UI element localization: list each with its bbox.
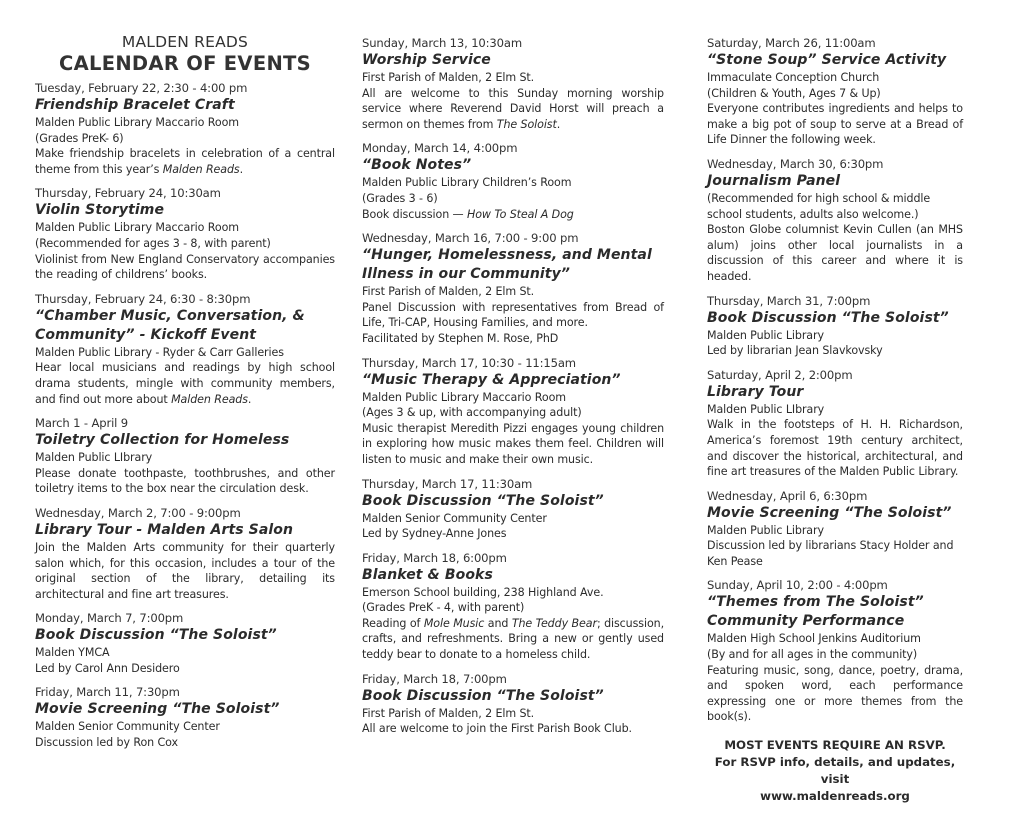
event-date: Wednesday, April 6, 6:30pm bbox=[707, 488, 868, 503]
rsvp-notice: MOST EVENTS REQUIRE AN RSVP. bbox=[724, 738, 946, 753]
event-title: “Book Notes” bbox=[362, 157, 472, 174]
event-date: Thursday, March 17, 11:30am bbox=[362, 476, 533, 491]
description-text: Boston Globe columnist Kevin Cullen (an MHS alum) joins other local journalists in a discussion of this career and where it is headed. bbox=[707, 223, 963, 283]
event-description bbox=[707, 417, 963, 479]
event-detail: Malden Public Library Maccario Room bbox=[35, 221, 239, 235]
description-text: Everyone contributes ingredients and helps to make a big pot of soup to serve at a Bread of Life Dinner the following week. bbox=[707, 102, 963, 147]
event-detail: Malden Public Library Maccario Room bbox=[362, 390, 566, 404]
rsvp-footer bbox=[707, 737, 963, 805]
event-title: “Chamber Music, Conversation, & Community” - Kickoff Event bbox=[35, 307, 305, 343]
event-item bbox=[35, 185, 335, 282]
event-title: Movie Screening “The Soloist” bbox=[707, 504, 952, 521]
event-date: March 1 - April 9 bbox=[35, 416, 128, 431]
event-title: Journalism Panel bbox=[707, 172, 841, 189]
event-description bbox=[35, 466, 335, 497]
event-detail: (Ages 3 & up, with accompanying adult) bbox=[362, 406, 582, 420]
event-item bbox=[362, 140, 664, 222]
event-title: “Themes from The Soloist” Community Performance bbox=[707, 594, 924, 630]
event-title: Book Discussion “The Soloist” bbox=[707, 309, 949, 326]
column-3 bbox=[707, 0, 963, 805]
event-date: Saturday, March 26, 11:00am bbox=[707, 36, 876, 50]
description-text: Please donate toothpaste, toothbrushes, and other toiletry items to the box near the circulation desk. bbox=[35, 466, 335, 496]
rsvp-info: For RSVP info, details, and updates, visit bbox=[714, 755, 956, 787]
event-item bbox=[707, 488, 963, 570]
event-item bbox=[362, 355, 664, 468]
event-detail: Facilitated by Stephen M. Rose, PhD bbox=[362, 331, 559, 345]
event-title: Book Discussion “The Soloist” bbox=[362, 687, 604, 704]
description-text: Music therapist Meredith Pizzi engages young children in exploring how music makes them feel. Children will listen to music and make their own music. bbox=[362, 421, 664, 466]
event-detail: First Parish of Malden, 2 Elm St. bbox=[362, 71, 535, 84]
event-item bbox=[362, 476, 664, 542]
event-date: Monday, March 7, 7:00pm bbox=[35, 611, 184, 626]
event-item bbox=[35, 505, 335, 602]
description-text: . bbox=[556, 117, 561, 131]
event-date: Friday, March 18, 6:00pm bbox=[362, 550, 507, 565]
column-1 bbox=[35, 0, 335, 759]
event-detail: Malden Public Library bbox=[707, 328, 824, 342]
event-detail: Led by Sydney-Anne Jones bbox=[362, 527, 507, 541]
event-description bbox=[362, 616, 664, 663]
event-date: Friday, March 18, 7:00pm bbox=[362, 671, 507, 686]
description-text: Book discussion — bbox=[362, 207, 467, 221]
event-title: Book Discussion “The Soloist” bbox=[35, 627, 277, 644]
event-detail: Malden Public Library - Ryder & Carr Galleries bbox=[35, 345, 284, 359]
event-detail: (Grades 3 - 6) bbox=[362, 191, 438, 205]
event-detail: Discussion led by Ron Cox bbox=[35, 736, 178, 750]
event-detail: Malden Public Library bbox=[707, 523, 824, 537]
header-program-name: MALDEN READS bbox=[121, 33, 249, 51]
description-text: Make friendship bracelets in celebration of a central theme from this year’s bbox=[35, 147, 335, 176]
description-text: ; discussion, crafts, and refreshments. Bring a new or gently used teddy bear to donate to a homeless child. bbox=[362, 616, 664, 662]
event-title: Library Tour - Malden Arts Salon bbox=[35, 521, 294, 538]
description-text: Hear local musicians and readings by high school drama students, mingle with community members, and find out more about bbox=[35, 361, 335, 406]
event-description bbox=[35, 540, 335, 602]
event-description bbox=[362, 207, 664, 223]
description-text: All are welcome to this Sunday morning worship service where Reverend David Horst will preach a sermon on themes from bbox=[362, 86, 664, 131]
event-item bbox=[707, 293, 963, 359]
event-item bbox=[362, 230, 664, 346]
event-detail: Malden High School Jenkins Auditorium bbox=[707, 632, 921, 646]
event-description bbox=[362, 300, 664, 331]
description-text: Featuring music, song, dance, poetry, drama, and spoken word, each performance expressing one or more themes from the book(s). bbox=[707, 663, 963, 724]
event-date: Thursday, February 24, 6:30 - 8:30pm bbox=[35, 291, 251, 306]
event-detail: Malden Senior Community Center bbox=[362, 511, 547, 525]
event-title: Movie Screening “The Soloist” bbox=[35, 701, 280, 718]
event-detail: (Recommended for ages 3 - 8, with parent) bbox=[35, 236, 271, 250]
italic-title-text: Malden Reads bbox=[162, 162, 240, 176]
description-text: . bbox=[239, 162, 244, 176]
event-item bbox=[707, 577, 963, 725]
event-detail: First Parish of Malden, 2 Elm St. bbox=[362, 706, 535, 720]
description-text: Walk in the footsteps of H. H. Richardson, America’s foremost 19th century architect, and discover the historical, architectural, and fine art treasures of the Malden Public Library. bbox=[707, 418, 963, 479]
event-item bbox=[35, 415, 335, 497]
event-date: Saturday, April 2, 2:00pm bbox=[707, 367, 853, 382]
event-description bbox=[362, 86, 664, 133]
description-text: Violinist from New England Conservatory accompanies the reading of childrens’ books. bbox=[35, 252, 335, 282]
description-text: Panel Discussion with representatives from Bread of Life, Tri-CAP, Housing Families, and more. bbox=[362, 300, 664, 330]
event-detail: Malden Senior Community Center bbox=[35, 720, 220, 734]
calendar-header bbox=[35, 33, 335, 76]
event-item bbox=[35, 684, 335, 750]
event-description bbox=[707, 222, 963, 284]
column-2 bbox=[362, 0, 664, 745]
event-detail: Led by librarian Jean Slavkovsky bbox=[707, 344, 883, 358]
event-item bbox=[362, 550, 664, 663]
event-date: Sunday, March 13, 10:30am bbox=[362, 36, 522, 50]
event-item bbox=[707, 367, 963, 480]
event-detail: (Children & Youth, Ages 7 & Up) bbox=[707, 86, 881, 100]
event-item bbox=[707, 156, 963, 285]
event-description bbox=[707, 663, 963, 725]
description-text: and bbox=[484, 616, 512, 630]
italic-title-text: How To Steal A Dog bbox=[466, 207, 574, 221]
event-title: Blanket & Books bbox=[362, 566, 493, 583]
event-detail: (By and for all ages in the community) bbox=[707, 648, 918, 662]
event-title: Worship Service bbox=[362, 52, 491, 68]
event-detail: Malden Public Library Children’s Room bbox=[362, 176, 572, 190]
event-date: Tuesday, February 22, 2:30 - 4:00 pm bbox=[35, 81, 248, 95]
event-item bbox=[707, 35, 963, 148]
event-title: “Stone Soup” Service Activity bbox=[707, 52, 947, 68]
event-description bbox=[35, 146, 335, 177]
event-date: Thursday, February 24, 10:30am bbox=[35, 186, 221, 201]
italic-title-text: Malden Reads bbox=[171, 392, 248, 406]
event-description bbox=[362, 421, 664, 468]
event-item bbox=[362, 35, 664, 132]
event-detail: Emerson School building, 238 Highland Ave. bbox=[362, 585, 604, 599]
event-date: Monday, March 14, 4:00pm bbox=[362, 141, 518, 156]
event-description bbox=[35, 252, 335, 283]
header-title: CALENDAR OF EVENTS bbox=[58, 52, 312, 75]
italic-title-text: Mole Music bbox=[423, 616, 485, 630]
event-title: Book Discussion “The Soloist” bbox=[362, 492, 604, 509]
event-detail: (Grades PreK - 4, with parent) bbox=[362, 601, 525, 615]
event-description bbox=[35, 360, 335, 407]
event-detail: All are welcome to join the First Parish Book Club. bbox=[362, 722, 632, 736]
italic-title-text: The Teddy Bear bbox=[511, 616, 597, 630]
event-title: “Hunger, Homelessness, and Mental Illness in our Community” bbox=[362, 247, 652, 283]
event-date: Wednesday, March 30, 6:30pm bbox=[707, 156, 884, 171]
event-description bbox=[707, 101, 963, 148]
event-detail: Immaculate Conception Church bbox=[707, 71, 880, 84]
description-text: Reading of bbox=[362, 616, 424, 630]
event-date: Wednesday, March 2, 7:00 - 9:00pm bbox=[35, 505, 241, 520]
event-title: Violin Storytime bbox=[35, 202, 165, 219]
event-detail: Malden Public LIbrary bbox=[35, 451, 153, 465]
event-detail: Discussion led by librarians Stacy Holder and Ken Pease bbox=[707, 539, 954, 568]
event-date: Thursday, March 17, 10:30 - 11:15am bbox=[362, 355, 576, 370]
event-detail: (Grades PreK- 6) bbox=[35, 131, 124, 145]
event-title: Toiletry Collection for Homeless bbox=[35, 432, 290, 449]
event-detail: Malden Public LIbrary bbox=[707, 402, 825, 416]
event-title: Library Tour bbox=[707, 383, 804, 400]
event-item bbox=[362, 671, 664, 737]
event-detail: (Recommended for high school & middle school students, adults also welcome.) bbox=[707, 191, 931, 221]
event-detail: Malden YMCA bbox=[35, 646, 110, 660]
event-detail: First Parish of Malden, 2 Elm St. bbox=[362, 285, 535, 299]
event-date: Friday, March 11, 7:30pm bbox=[35, 685, 180, 700]
event-title: Friendship Bracelet Craft bbox=[35, 97, 235, 113]
event-detail: Led by Carol Ann Desidero bbox=[35, 661, 180, 675]
description-text: Join the Malden Arts community for their quarterly salon which, for this occasion, includes a tour of the original section of the library, detailing its architectural and fine art treasures. bbox=[35, 540, 335, 601]
italic-title-text: The Soloist bbox=[496, 117, 557, 131]
event-date: Sunday, April 10, 2:00 - 4:00pm bbox=[707, 578, 888, 593]
event-detail: Malden Public Library Maccario Room bbox=[35, 116, 239, 129]
event-item bbox=[35, 80, 335, 177]
description-text: . bbox=[247, 392, 252, 406]
event-item bbox=[35, 610, 335, 676]
event-date: Wednesday, March 16, 7:00 - 9:00 pm bbox=[362, 231, 579, 246]
event-item bbox=[35, 291, 335, 407]
event-title: “Music Therapy & Appreciation” bbox=[362, 371, 621, 388]
website-link[interactable]: www.maldenreads.org bbox=[760, 789, 910, 804]
event-date: Thursday, March 31, 7:00pm bbox=[707, 293, 871, 308]
